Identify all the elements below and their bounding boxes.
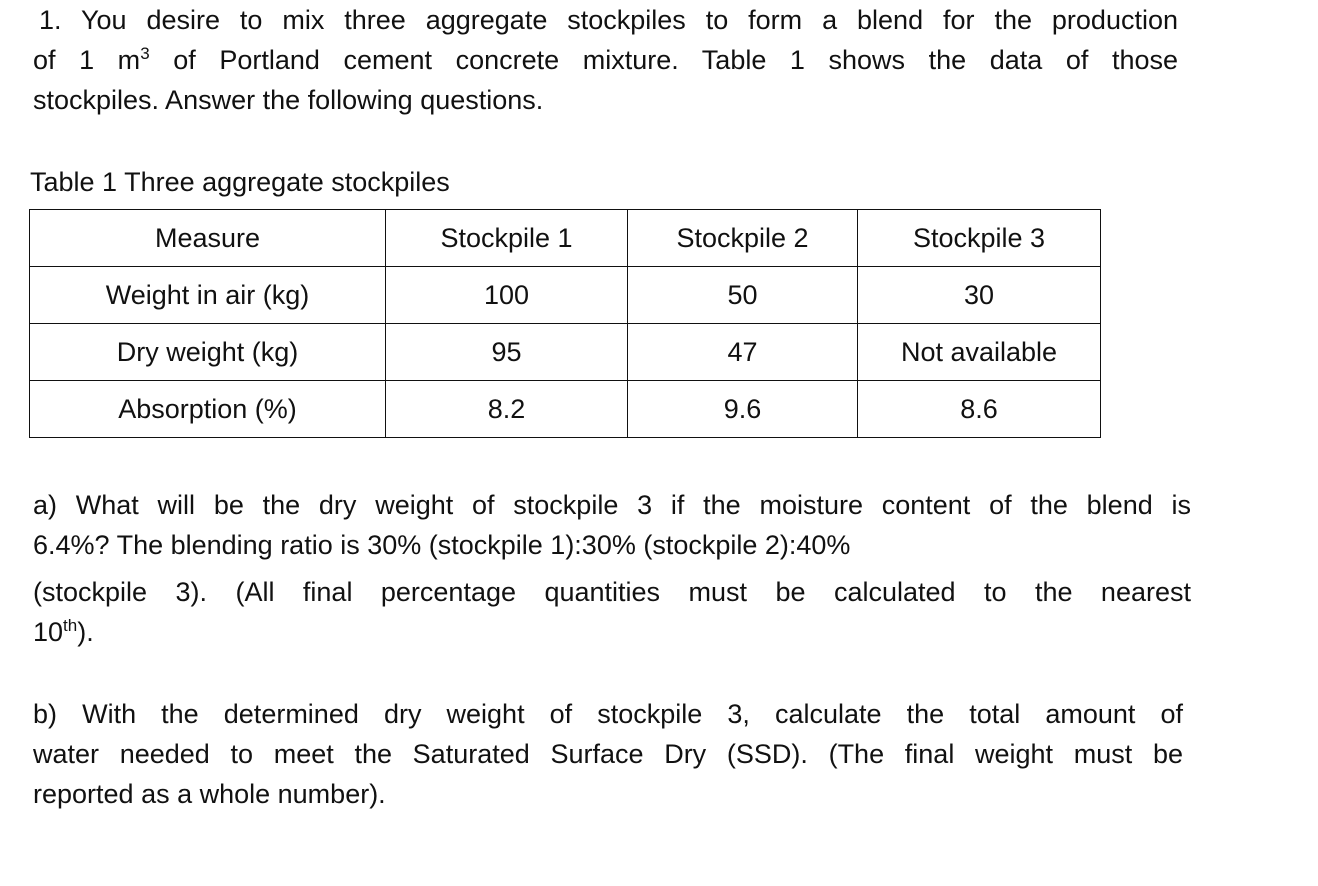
part-a-question (33, 485, 1191, 565)
intro-text-1: You desire to mix three aggregate stockpiles to form a blend for the production (80, 5, 1178, 35)
table-row (30, 381, 1101, 438)
part-a-line-4 (33, 612, 1191, 652)
row-label: Absorption (%) (30, 381, 386, 438)
part-b-line-3: reported as a whole number). (33, 779, 386, 809)
header-stockpile-1: Stockpile 1 (386, 210, 628, 267)
intro-text-2-pre: of 1 m (33, 45, 141, 75)
intro-text-3: stockpiles. Answer the following questions. (33, 85, 544, 115)
table-row (30, 267, 1101, 324)
tenth-suffix: ). (77, 617, 94, 647)
table-cell: 9.6 (628, 381, 858, 438)
part-a-line-2: 6.4%? The blending ratio is 30% (stockpile 1):30% (stockpile 2):40% (33, 530, 851, 560)
question-number: 1. (39, 5, 62, 35)
table-cell: 8.2 (386, 381, 628, 438)
tenth-number: 10 (33, 617, 64, 647)
header-stockpile-3: Stockpile 3 (858, 210, 1101, 267)
stockpile-table (29, 209, 1101, 438)
cubic-superscript: 3 (140, 44, 150, 63)
table-cell: 8.6 (858, 381, 1101, 438)
table-cell: 30 (858, 267, 1101, 324)
part-b-line-1: b) With the determined dry weight of stockpile 3, calculate the total amount of (33, 699, 1183, 729)
table-header-row (30, 210, 1101, 267)
header-stockpile-2: Stockpile 2 (628, 210, 858, 267)
header-measure: Measure (30, 210, 386, 267)
part-b-line-2: water needed to meet the Saturated Surface Dry (SSD). (The final weight must be (33, 739, 1183, 769)
table-cell: 50 (628, 267, 858, 324)
question-intro (33, 0, 1178, 120)
part-a-note (33, 572, 1191, 652)
table-row (30, 324, 1101, 381)
table-caption: Table 1 Three aggregate stockpiles (30, 167, 450, 197)
intro-line-2 (33, 40, 1178, 80)
row-label: Dry weight (kg) (30, 324, 386, 381)
intro-text-2-post: of Portland cement concrete mixture. Table 1 shows the data of those (149, 45, 1178, 75)
table-cell: 95 (386, 324, 628, 381)
intro-line-1 (33, 0, 1178, 40)
row-label: Weight in air (kg) (30, 267, 386, 324)
part-a-line-1: a) What will be the dry weight of stockpile 3 if the moisture content of the blend is (33, 490, 1191, 520)
part-b-question (33, 694, 1183, 814)
table-cell: 100 (386, 267, 628, 324)
table-cell: Not available (858, 324, 1101, 381)
table-cell: 47 (628, 324, 858, 381)
tenth-superscript: th (63, 616, 78, 635)
part-a-line-3: (stockpile 3). (All final percentage quantities must be calculated to the nearest (33, 577, 1191, 607)
